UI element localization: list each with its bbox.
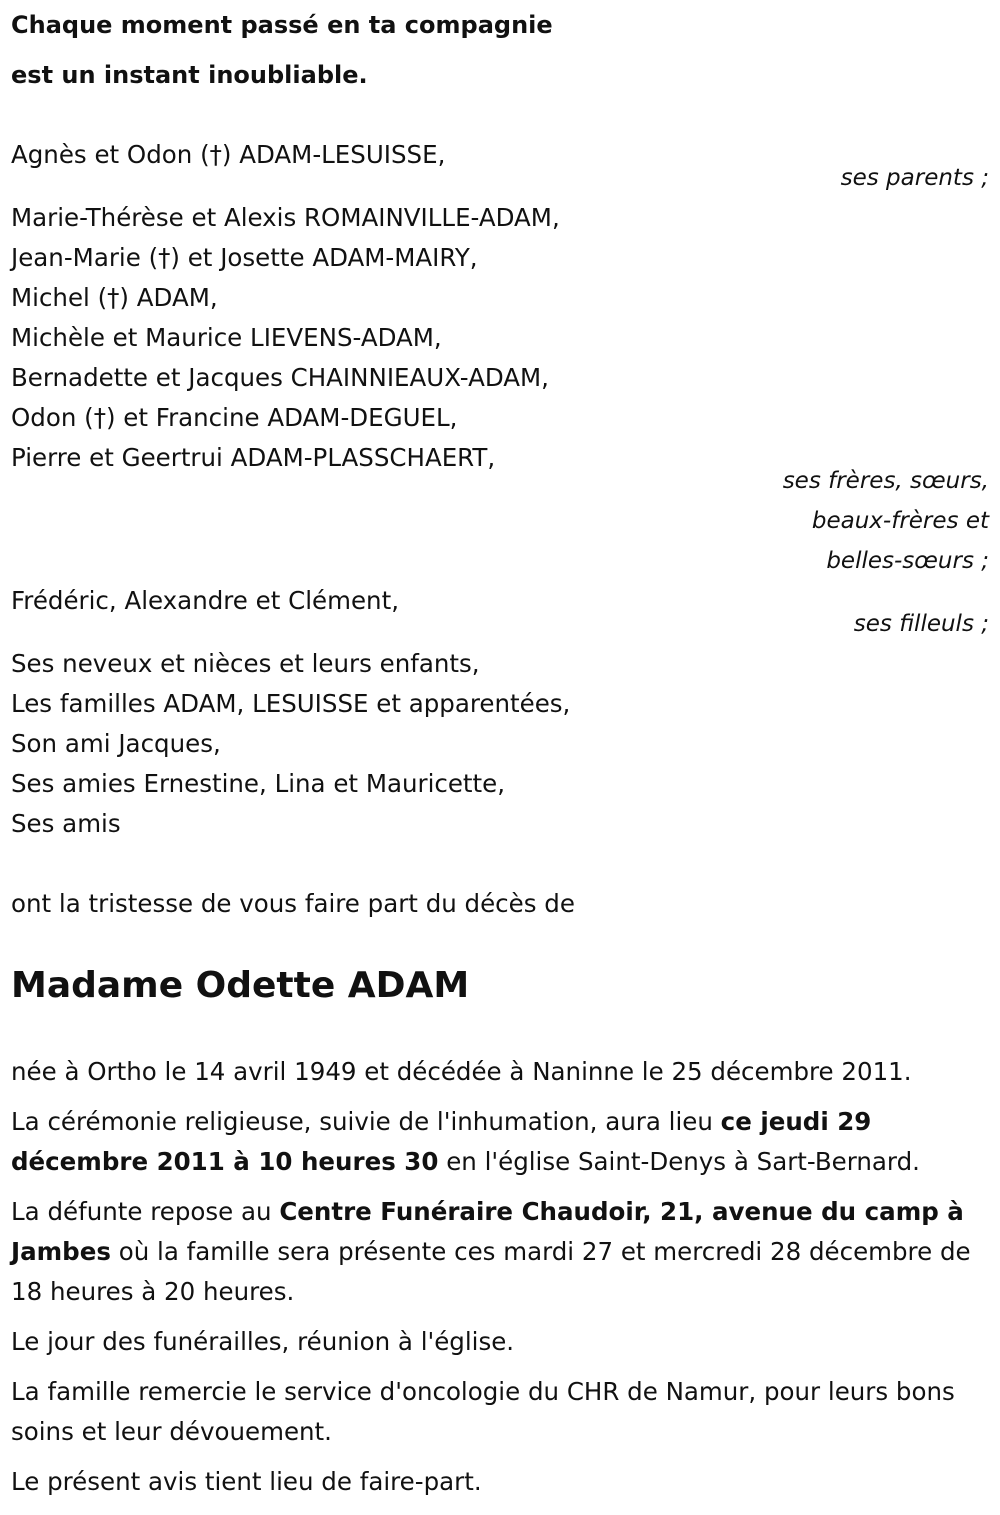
relative-line: Ses amis: [11, 809, 121, 838]
siblings-role-line: belles-sœurs ;: [826, 548, 989, 574]
memorial-quote: [11, 0, 553, 100]
funeral-center-address: Centre Funéraire Chaudoir, 21, avenue du camp à Jambes: [11, 1197, 964, 1266]
godchildren-names: Frédéric, Alexandre et Clément,: [11, 586, 399, 615]
ceremony-date: ce jeudi 29 décembre 2011 à 10 heures 30: [11, 1107, 872, 1176]
siblings-role: [783, 461, 989, 581]
quote-line-1: Chaque moment passé en ta compagnie: [11, 11, 553, 39]
sibling-line: Michèle et Maurice LIEVENS-ADAM,: [11, 323, 442, 352]
sibling-line: Pierre et Geertrui ADAM-PLASSCHAERT,: [11, 443, 496, 472]
relative-line: Ses amies Ernestine, Lina et Mauricette,: [11, 769, 505, 798]
other-relatives: [11, 644, 570, 844]
godchildren-role: ses filleuls ;: [853, 611, 989, 637]
ceremony-text-post: en l'église Saint-Denys à Sart-Bernard.: [438, 1147, 920, 1176]
notice-text: Le présent avis tient lieu de faire-part.: [11, 1467, 482, 1496]
parents-name: Agnès et Odon (†) ADAM-LESUISSE,: [11, 140, 446, 169]
ceremony-text-pre: La cérémonie religieuse, suivie de l'inhumation, aura lieu: [11, 1107, 721, 1136]
relative-line: Les familles ADAM, LESUISSE et apparentées,: [11, 689, 571, 718]
thanks-text: La famille remercie le service d'oncologie du CHR de Namur, pour leurs bons soins et leur dévouement.: [11, 1377, 955, 1446]
relative-line: Ses neveux et nièces et leurs enfants,: [11, 649, 480, 678]
quote-line-2: est un instant inoubliable.: [11, 61, 368, 89]
parents-role: ses parents ;: [840, 165, 989, 191]
sibling-line: Bernadette et Jacques CHAINNIEAUX-ADAM,: [11, 363, 549, 392]
announcement-text: ont la tristesse de vous faire part du décès de: [11, 889, 575, 918]
sibling-line: Michel (†) ADAM,: [11, 283, 218, 312]
repose-text-pre: La défunte repose au: [11, 1197, 280, 1226]
sibling-line: Marie-Thérèse et Alexis ROMAINVILLE-ADAM,: [11, 203, 560, 232]
repose-text-post: où la famille sera présente ces mardi 27 et mercredi 28 décembre de 18 heures à 20 heures.: [11, 1237, 971, 1306]
relative-line: Son ami Jacques,: [11, 729, 221, 758]
birth-death-text: née à Ortho le 14 avril 1949 et décédée à Naninne le 25 décembre 2011.: [11, 1057, 912, 1086]
siblings-list: [11, 198, 560, 478]
reunion-text: Le jour des funérailles, réunion à l'église.: [11, 1327, 515, 1356]
siblings-role-line: ses frères, sœurs,: [782, 468, 989, 494]
repose-text: [11, 1192, 989, 1312]
sibling-line: Jean-Marie (†) et Josette ADAM-MAIRY,: [11, 243, 478, 272]
details-section: [11, 1052, 989, 1502]
deceased-name: Madame Odette ADAM: [11, 965, 470, 1006]
sibling-line: Odon (†) et Francine ADAM-DEGUEL,: [11, 403, 458, 432]
siblings-role-line: beaux-frères et: [811, 508, 989, 534]
ceremony-text: [11, 1102, 941, 1182]
